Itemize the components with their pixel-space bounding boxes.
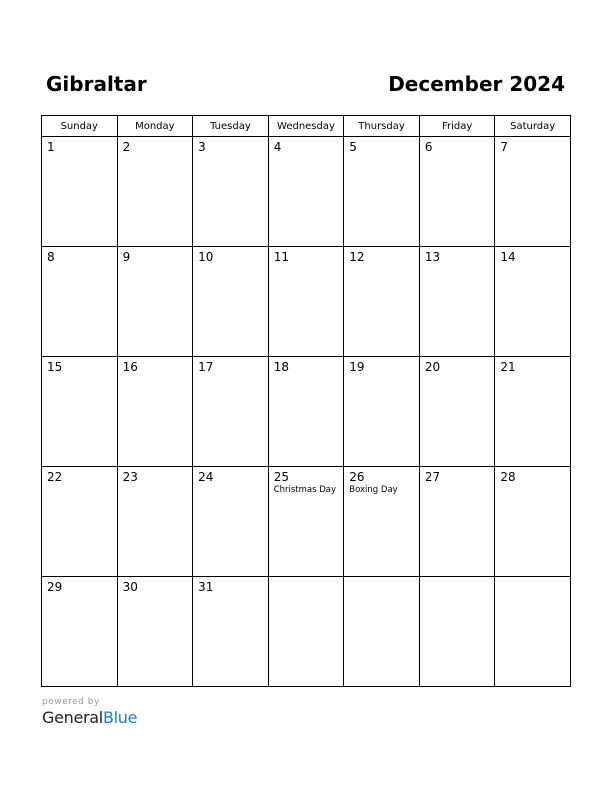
day-cell	[117, 577, 193, 687]
day-number: 29	[47, 580, 63, 594]
day-cell	[42, 577, 118, 687]
day-cell	[268, 247, 344, 357]
day-cell	[495, 137, 571, 247]
day-number: 3	[198, 140, 206, 154]
weekday-header: Thursday	[344, 116, 420, 137]
day-number: 2	[122, 140, 131, 154]
day-cell	[117, 247, 193, 357]
weekday-header: Friday	[419, 116, 495, 137]
day-cell	[419, 137, 495, 247]
day-number: 16	[122, 360, 138, 374]
day-number: 30	[122, 580, 138, 594]
day-number: 31	[198, 580, 214, 594]
weekday-header: Tuesday	[193, 116, 269, 137]
day-number: 18	[273, 360, 289, 374]
day-number: 8	[47, 250, 55, 264]
day-number: 25	[273, 470, 289, 484]
day-cell	[495, 357, 571, 467]
region-title: Gibraltar	[46, 72, 147, 96]
week-row	[42, 247, 571, 357]
day-number	[495, 577, 570, 580]
day-cell	[495, 247, 571, 357]
day-cell	[117, 137, 193, 247]
generalblue-logo[interactable]	[42, 708, 137, 728]
calendar-grid	[41, 115, 571, 687]
day-cell	[344, 357, 420, 467]
day-number: 14	[500, 250, 516, 264]
day-number: 6	[424, 140, 433, 154]
day-cell	[268, 467, 344, 577]
day-number: 4	[273, 140, 282, 154]
week-row	[42, 467, 571, 577]
powered-by-label: powered by	[42, 697, 100, 707]
day-cell	[193, 247, 269, 357]
day-number: 20	[424, 360, 441, 374]
day-number: 27	[424, 470, 441, 484]
day-cell	[268, 137, 344, 247]
day-number: 17	[198, 360, 214, 374]
day-cell	[193, 467, 269, 577]
weekday-header: Sunday	[42, 116, 118, 137]
weekday-header: Saturday	[495, 116, 571, 137]
day-number: 1	[47, 140, 55, 154]
day-cell	[419, 247, 495, 357]
day-number: 9	[122, 250, 131, 264]
day-number: 11	[273, 250, 289, 264]
day-number: 19	[349, 360, 365, 374]
month-year-title: December 2024	[388, 72, 565, 96]
day-cell	[419, 467, 495, 577]
day-number: 24	[198, 470, 214, 484]
day-number: 10	[198, 250, 214, 264]
day-number: 28	[500, 470, 516, 484]
day-cell	[495, 577, 571, 687]
day-number	[420, 577, 495, 580]
day-cell	[42, 247, 118, 357]
day-cell	[268, 357, 344, 467]
weekday-header: Monday	[117, 116, 193, 137]
day-cell	[344, 247, 420, 357]
week-row	[42, 137, 571, 247]
day-number: 13	[424, 250, 441, 264]
day-number: 22	[47, 470, 63, 484]
day-cell	[344, 137, 420, 247]
day-cell	[495, 467, 571, 577]
day-cell	[344, 467, 420, 577]
holiday-label: Christmas Day	[273, 485, 337, 495]
day-cell	[268, 577, 344, 687]
day-cell	[419, 357, 495, 467]
footer-branding	[42, 696, 137, 728]
weekday-header-row	[42, 116, 571, 137]
holiday-label: Boxing Day	[349, 485, 398, 495]
weekday-header: Wednesday	[268, 116, 344, 137]
day-cell	[193, 577, 269, 687]
day-cell	[117, 467, 193, 577]
day-number: 21	[500, 360, 516, 374]
week-row	[42, 357, 571, 467]
day-number: 15	[47, 360, 63, 374]
day-cell	[42, 137, 118, 247]
day-cell	[344, 577, 420, 687]
day-number: 23	[122, 470, 138, 484]
day-number: 7	[500, 140, 509, 154]
brand-general-text: General	[42, 708, 103, 727]
day-number	[269, 577, 344, 580]
week-row	[42, 577, 571, 687]
day-cell	[117, 357, 193, 467]
day-number: 12	[349, 250, 365, 264]
day-number	[344, 577, 419, 580]
brand-blue-text: Blue	[102, 708, 138, 727]
day-cell	[193, 357, 269, 467]
day-cell	[42, 467, 118, 577]
day-cell	[42, 357, 118, 467]
day-number: 5	[349, 140, 357, 154]
day-number: 26	[349, 470, 365, 484]
day-cell	[419, 577, 495, 687]
day-cell	[193, 137, 269, 247]
